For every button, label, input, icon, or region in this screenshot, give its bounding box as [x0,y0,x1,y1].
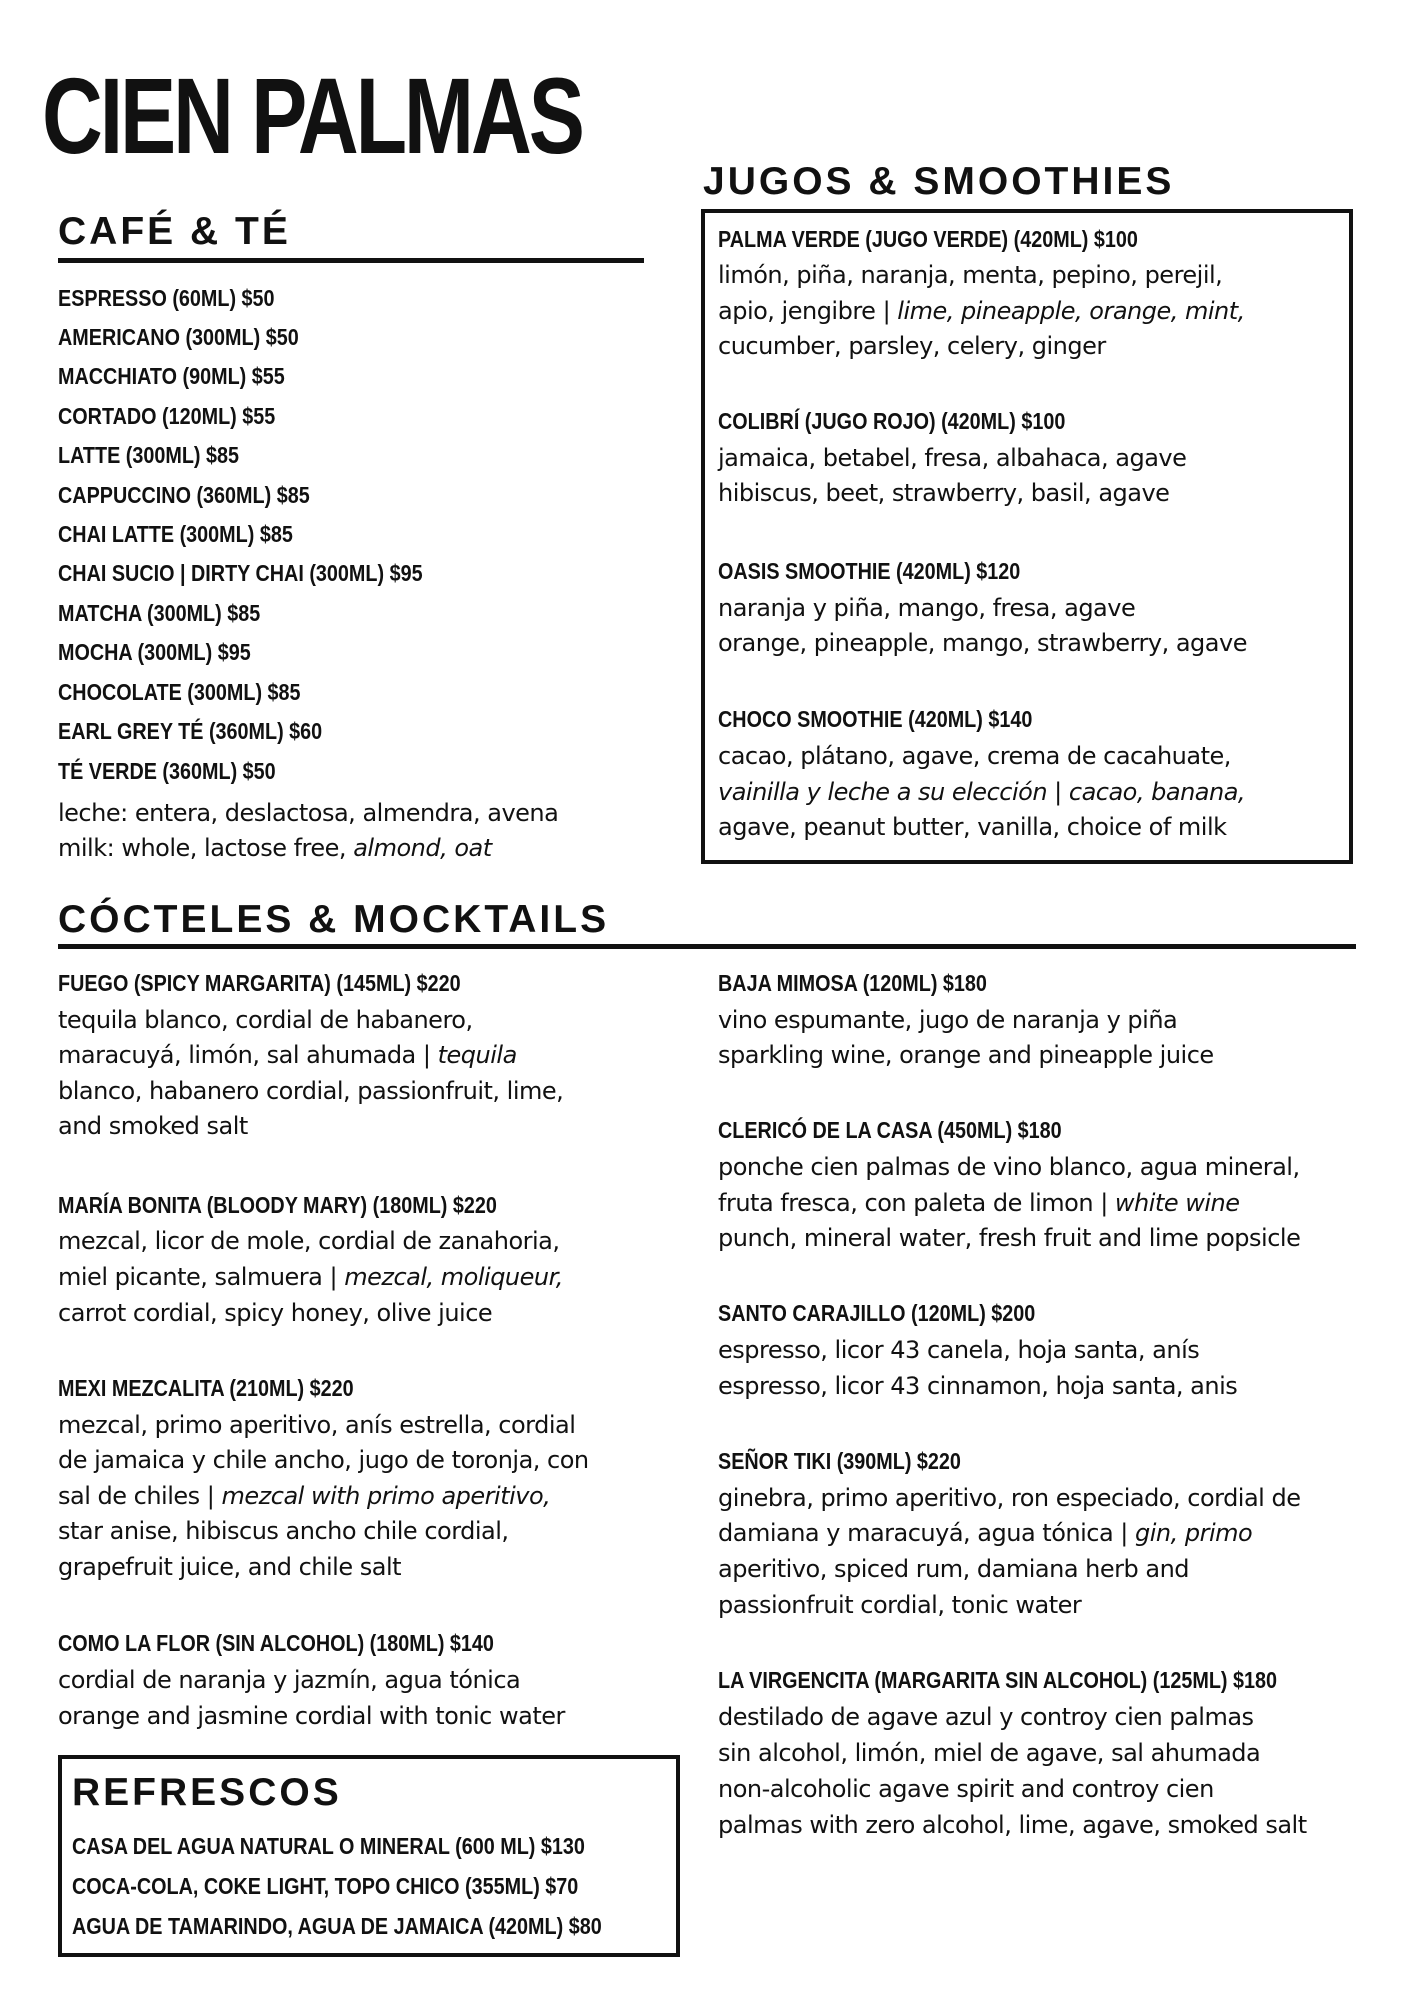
cocktail-desc-es: fruta fresca, con paleta de limon | [718,1189,1115,1217]
juice-desc-en: hibiscus, beet, strawberry, basil, agave [718,479,1170,507]
cocktail-name: COMO LA FLOR (SIN ALCOHOL) (180ML) $140 [58,1630,494,1656]
cocktail-desc [58,1479,550,1514]
cocktail-name: MARÍA BONITA (BLOODY MARY) (180ML) $220 [58,1192,497,1218]
drink-item: CASA DEL AGUA NATURAL O MINERAL (600 ML) $130 [72,1833,585,1859]
cocktail-desc [58,1260,563,1295]
cocktail-name: CLERICÓ DE LA CASA (450ML) $180 [718,1117,1062,1143]
cocktail-desc-es: sal de chiles | [58,1482,222,1510]
cocktail-desc: destilado de agave azul y controy cien palmas [718,1703,1254,1731]
juice-desc-es: apio, jengibre | [718,297,898,325]
cocktail-desc-en: palmas with zero alcohol, lime, agave, smoked salt [718,1811,1307,1839]
juice-desc-en: lime, pineapple, orange, mint, [897,297,1245,325]
cafe-divider [58,258,644,263]
menu-item: MOCHA (300ML) $95 [58,639,251,665]
cocktail-desc-en: white wine [1114,1189,1240,1217]
menu-item: ESPRESSO (60ML) $50 [58,285,275,311]
cocktail-desc: cordial de naranja y jazmín, agua tónica [58,1666,521,1694]
cocteles-divider [58,944,1356,949]
cocktail-desc: mezcal, licor de mole, cordial de zanahoria, [58,1227,560,1255]
menu-item: MATCHA (300ML) $85 [58,600,261,626]
cafe-heading: CAFÉ & TÉ [58,210,291,253]
menu-item: CHAI SUCIO | DIRTY CHAI (300ML) $95 [58,560,423,586]
cocktail-desc: ponche cien palmas de vino blanco, agua mineral, [718,1153,1300,1181]
juice-name: COLIBRÍ (JUGO ROJO) (420ML) $100 [718,408,1066,434]
cocktail-desc-es: miel picante, salmuera | [58,1263,345,1291]
juice-desc-sep: | [1054,778,1069,806]
cocktail-name: MEXI MEZCALITA (210ML) $220 [58,1375,354,1401]
cocktail-desc-en: punch, mineral water, fresh fruit and lime popsicle [718,1224,1301,1252]
juice-desc [718,775,1245,810]
cocktail-desc-en: mezcal with primo aperitivo, [221,1482,551,1510]
juice-desc [718,294,1245,329]
cocktail-desc [58,1038,517,1073]
juice-desc-en: cacao, banana, [1068,778,1246,806]
cocktail-desc: de jamaica y chile ancho, jugo de toronja, con [58,1446,589,1474]
menu-item: CHOCOLATE (300ML) $85 [58,679,301,705]
cafe-items [58,285,658,785]
cocktail-desc-en: espresso, licor 43 cinnamon, hoja santa, anis [718,1372,1238,1400]
cocktail-desc-en: star anise, hibiscus ancho chile cordial, [58,1517,509,1545]
refrescos-heading: REFRESCOS [72,1771,342,1814]
juice-desc-es: vainilla y leche a su elección [718,778,1055,806]
cocktail-desc: vino espumante, jugo de naranja y piña [718,1006,1178,1034]
cocktail-desc-en: mezcal, moliqueur, [344,1263,563,1291]
drink-item: AGUA DE TAMARINDO, AGUA DE JAMAICA (420ML) $80 [72,1913,602,1939]
menu-item: CORTADO (120ML) $55 [58,403,276,429]
cocktail-desc-en: passionfruit cordial, tonic water [718,1591,1082,1619]
juice-name: PALMA VERDE (JUGO VERDE) (420ML) $100 [718,226,1138,252]
menu-item: AMERICANO (300ML) $50 [58,324,299,350]
juice-desc: naranja y piña, mango, fresa, agave [718,594,1136,622]
menu-item: CHAI LATTE (300ML) $85 [58,521,293,547]
cocktail-desc-en: blanco, habanero cordial, passionfruit, lime, [58,1077,564,1105]
cocktail-desc [718,1516,1252,1551]
juice-name: CHOCO SMOOTHIE (420ML) $140 [718,706,1033,732]
cocktail-name: LA VIRGENCITA (MARGARITA SIN ALCOHOL) (125ML) $180 [718,1667,1277,1693]
restaurant-title: CIEN PALMAS [42,55,582,176]
cocktail-name: SEÑOR TIKI (390ML) $220 [718,1448,961,1474]
cocktail-desc-es: maracuyá, limón, sal ahumada | [58,1041,438,1069]
cocktail-desc-en: orange and jasmine cordial with tonic water [58,1702,565,1730]
cocktail-desc [718,1186,1240,1221]
menu-item: EARL GREY TÉ (360ML) $60 [58,718,323,744]
milk-options-en-italic: almond, oat [353,834,492,862]
milk-options-es: leche: entera, deslactosa, almendra, avena [58,799,559,827]
cocktail-desc-en: aperitivo, spiced rum, damiana herb and [718,1555,1190,1583]
cocktail-desc: mezcal, primo aperitivo, anís estrella, cordial [58,1411,576,1439]
juice-desc-en: agave, peanut butter, vanilla, choice of milk [718,813,1227,841]
cocktail-desc-en: tequila [437,1041,517,1069]
juice-desc: jamaica, betabel, fresa, albahaca, agave [718,444,1187,472]
cocteles-heading: CÓCTELES & MOCKTAILS [58,898,610,941]
cocktail-desc-en: gin, primo [1135,1519,1253,1547]
cocktail-desc: ginebra, primo aperitivo, ron especiado, cordial de [718,1484,1301,1512]
cocktail-name: FUEGO (SPICY MARGARITA) (145ML) $220 [58,970,461,996]
menu-item: LATTE (300ML) $85 [58,442,239,468]
cocktail-desc-en: grapefruit juice, and chile salt [58,1553,402,1581]
cocktail-name: BAJA MIMOSA (120ML) $180 [718,970,987,996]
juice-desc: cacao, plátano, agave, crema de cacahuate, [718,742,1231,770]
cocktail-name: SANTO CARAJILLO (120ML) $200 [718,1300,1036,1326]
juice-desc-en: cucumber, parsley, celery, ginger [718,332,1106,360]
cocktail-desc-en: carrot cordial, spicy honey, olive juice [58,1299,493,1327]
jugos-heading: JUGOS & SMOOTHIES [703,160,1175,203]
cocktail-desc-en: and smoked salt [58,1112,248,1140]
cocktail-desc-en: non-alcoholic agave spirit and controy cien [718,1775,1214,1803]
milk-options-en-regular: milk: whole, lactose free, [58,834,354,862]
menu-item: MACCHIATO (90ML) $55 [58,363,285,389]
cocktail-desc: tequila blanco, cordial de habanero, [58,1006,473,1034]
juice-name: OASIS SMOOTHIE (420ML) $120 [718,558,1021,584]
cocktail-desc: sin alcohol, limón, miel de agave, sal ahumada [718,1739,1261,1767]
cocktail-desc-en: sparkling wine, orange and pineapple juice [718,1041,1214,1069]
juice-desc-en: orange, pineapple, mango, strawberry, agave [718,629,1247,657]
cocktail-desc-es: damiana y maracuyá, agua tónica | [718,1519,1136,1547]
milk-options-en [58,831,492,866]
cocktail-desc: espresso, licor 43 canela, hoja santa, anís [718,1336,1200,1364]
menu-item: CAPPUCCINO (360ML) $85 [58,482,310,508]
juice-desc: limón, piña, naranja, menta, pepino, perejil, [718,261,1223,289]
menu-item: TÉ VERDE (360ML) $50 [58,758,276,784]
drink-item: COCA-COLA, COKE LIGHT, TOPO CHICO (355ML) $70 [72,1873,579,1899]
